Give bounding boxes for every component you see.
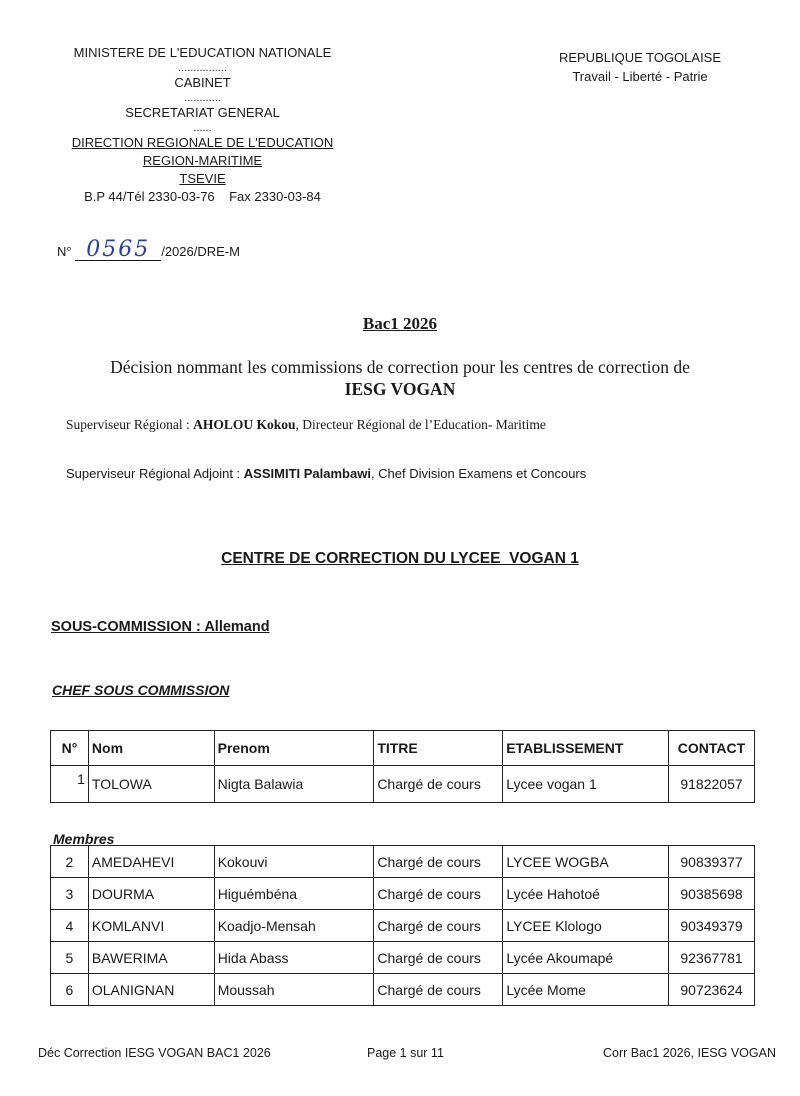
cell-etablissement: Lycee vogan 1	[503, 766, 669, 803]
cell-contact: 90839377	[669, 846, 755, 878]
cell-titre: Chargé de cours	[374, 942, 503, 974]
cell-titre: Chargé de cours	[374, 878, 503, 910]
table-row	[51, 910, 755, 942]
cell-number: 3	[51, 878, 89, 910]
cell-prenom: Kokouvi	[214, 846, 374, 878]
cell-prenom: Nigta Balawia	[214, 766, 374, 803]
cell-number: 2	[51, 846, 89, 878]
chef-section-label: CHEF SOUS COMMISSION	[52, 682, 230, 698]
supervisor-name: ASSIMITI Palambawi	[243, 466, 371, 481]
header-number: N°	[51, 731, 89, 766]
table-row	[51, 846, 755, 878]
header-contact: CONTACT	[669, 731, 755, 766]
separator-dots: ................	[178, 62, 227, 74]
membres-label: Membres	[53, 831, 115, 847]
direction-label: DIRECTION REGIONALE DE L'EDUCATION	[71, 135, 334, 150]
chef-table	[50, 730, 755, 803]
cell-etablissement: Lycée Akoumapé	[503, 942, 669, 974]
cell-nom: TOLOWA	[88, 766, 214, 803]
decision-heading	[40, 356, 760, 400]
cell-etablissement: LYCEE Klologo	[503, 910, 669, 942]
republic-header	[530, 48, 750, 86]
footer-left: Déc Correction IESG VOGAN BAC1 2026	[38, 1046, 271, 1060]
cell-titre: Chargé de cours	[374, 846, 503, 878]
table-header-row	[51, 731, 755, 766]
decision-text: Décision nommant les commissions de correction pour les centres de correction de	[110, 357, 690, 377]
cell-nom: BAWERIMA	[88, 942, 214, 974]
table-row	[51, 942, 755, 974]
cell-contact: 92367781	[669, 942, 755, 974]
table-row	[51, 878, 755, 910]
footer-right: Corr Bac1 2026, IESG VOGAN	[603, 1046, 776, 1060]
reference-number	[57, 237, 240, 262]
supervisor-regional	[66, 417, 546, 433]
city-label: TSEVIE	[179, 171, 226, 186]
region-label: REGION-MARITIME	[142, 153, 263, 168]
cell-prenom: Higuémbéna	[214, 878, 374, 910]
cell-number: 1	[51, 766, 89, 803]
handwritten-number: 0565	[75, 240, 161, 261]
supervisor-label: Superviseur Régional :	[66, 417, 194, 432]
separator-dots: ......	[193, 122, 212, 134]
cell-contact: 90385698	[669, 878, 755, 910]
cell-number: 6	[51, 974, 89, 1006]
supervisor-label: Superviseur Régional Adjoint :	[66, 466, 244, 481]
cell-contact: 90723624	[669, 974, 755, 1006]
cell-contact: 91822057	[669, 766, 755, 803]
sous-commission-heading: SOUS-COMMISSION : Allemand	[51, 619, 270, 635]
cell-prenom: Hida Abass	[214, 942, 374, 974]
header-titre: TITRE	[374, 731, 503, 766]
cell-nom: KOMLANVI	[88, 910, 214, 942]
centre-title: CENTRE DE CORRECTION DU LYCEE VOGAN 1	[221, 550, 579, 567]
contact-info: B.P 44/Tél 2330-03-76 Fax 2330-03-84	[84, 189, 321, 204]
document-title: Bac1 2026	[362, 314, 438, 333]
cell-prenom: Koadjo-Mensah	[214, 910, 374, 942]
ministry-name: MINISTERE DE L'EDUCATION NATIONALE	[73, 45, 332, 60]
cell-nom: OLANIGNAN	[88, 974, 214, 1006]
table-row	[51, 974, 755, 1006]
reference-prefix: N°	[57, 244, 72, 259]
cell-number: 5	[51, 942, 89, 974]
cell-etablissement: LYCEE WOGBA	[503, 846, 669, 878]
header-nom: Nom	[88, 731, 214, 766]
supervisor-name: AHOLOU Kokou	[193, 417, 296, 432]
republic-motto: Travail - Liberté - Patrie	[572, 69, 708, 84]
footer-page-number: Page 1 sur 11	[367, 1046, 444, 1060]
separator-dots: ............	[184, 92, 221, 104]
ministry-header	[60, 44, 345, 206]
cell-etablissement: Lycée Mome	[503, 974, 669, 1006]
cell-nom: AMEDAHEVI	[88, 846, 214, 878]
membres-table	[50, 845, 755, 1006]
cell-number: 4	[51, 910, 89, 942]
cell-etablissement: Lycée Hahotoé	[503, 878, 669, 910]
cell-nom: DOURMA	[88, 878, 214, 910]
cell-titre: Chargé de cours	[374, 766, 503, 803]
header-prenom: Prenom	[214, 731, 374, 766]
cell-titre: Chargé de cours	[374, 974, 503, 1006]
header-etablissement: ETABLISSEMENT	[503, 731, 669, 766]
secretariat-label: SECRETARIAT GENERAL	[125, 105, 280, 120]
table-row	[51, 766, 755, 803]
cabinet-label: CABINET	[174, 75, 231, 90]
supervisor-regional-adjoint	[66, 466, 586, 481]
republic-name: REPUBLIQUE TOGOLAISE	[558, 50, 722, 65]
cell-titre: Chargé de cours	[374, 910, 503, 942]
reference-suffix: /2026/DRE-M	[161, 244, 240, 259]
supervisor-role: , Chef Division Examens et Concours	[370, 466, 587, 481]
cell-prenom: Moussah	[214, 974, 374, 1006]
supervisor-role: , Directeur Régional de l’Education- Maritime	[295, 417, 546, 432]
decision-center: IESG VOGAN	[344, 379, 456, 399]
cell-contact: 90349379	[669, 910, 755, 942]
